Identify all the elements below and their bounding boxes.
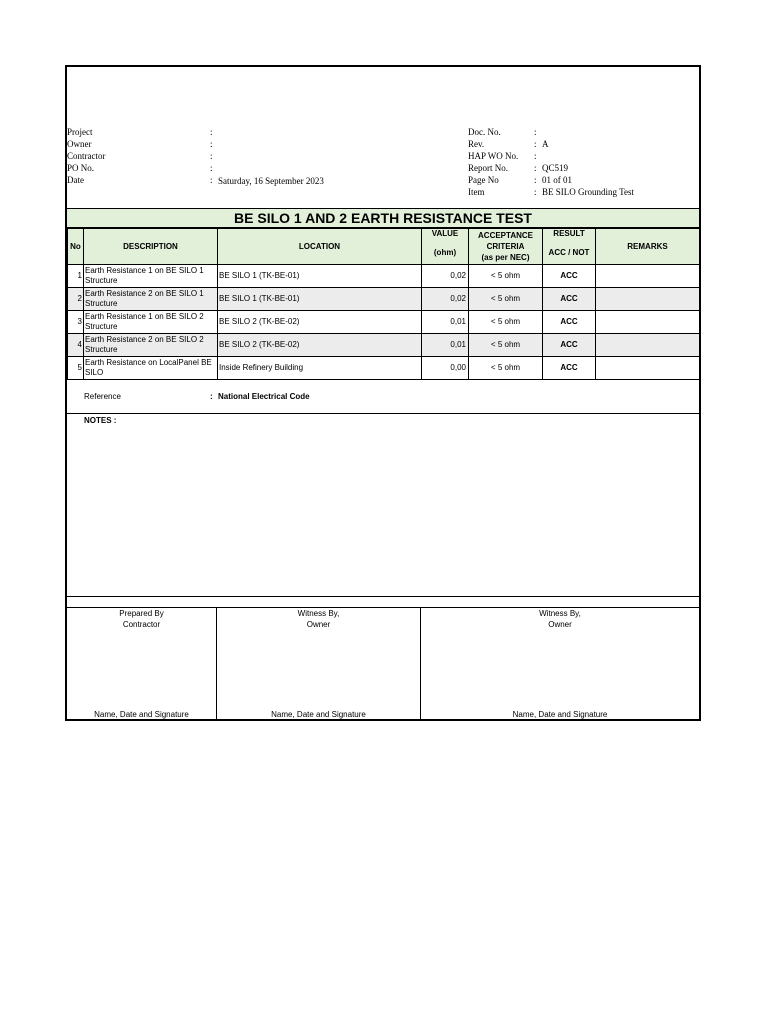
signature-footer: Name, Date and Signature bbox=[94, 710, 189, 719]
cell-result: ACC bbox=[543, 357, 596, 380]
cell-location: BE SILO 2 (TK-BE-02) bbox=[218, 311, 422, 334]
header-colon: : bbox=[210, 151, 213, 161]
signature-footer: Name, Date and Signature bbox=[271, 710, 366, 719]
col-header-criteria-1: ACCEPTANCE bbox=[478, 231, 533, 240]
report-sheet bbox=[65, 65, 701, 721]
col-header-result-top: RESULT bbox=[553, 228, 585, 238]
header-colon: : bbox=[210, 175, 213, 185]
header-label: Item bbox=[468, 187, 485, 197]
cell-result: ACC bbox=[543, 288, 596, 311]
cell-no: 1 bbox=[68, 265, 84, 288]
header-value: A bbox=[542, 139, 549, 149]
cell-description: Earth Resistance on LocalPanel BE SILO bbox=[84, 357, 218, 380]
header-left bbox=[67, 126, 324, 186]
header-colon: : bbox=[210, 139, 213, 149]
col-header-criteria-3: (as per NEC) bbox=[481, 253, 530, 262]
header-value: BE SILO Grounding Test bbox=[542, 187, 634, 197]
header-label: Date bbox=[67, 175, 84, 185]
table-row bbox=[68, 265, 700, 288]
signature-witness-owner-2 bbox=[421, 607, 699, 721]
results-table bbox=[67, 228, 700, 380]
cell-location: BE SILO 2 (TK-BE-02) bbox=[218, 334, 422, 357]
cell-result: ACC bbox=[543, 334, 596, 357]
header-colon: : bbox=[534, 187, 537, 197]
header-row-owner bbox=[67, 138, 324, 150]
header-label: Project bbox=[67, 127, 93, 137]
col-header-criteria bbox=[469, 229, 543, 265]
header-label: Owner bbox=[67, 139, 92, 149]
divider bbox=[67, 596, 699, 597]
header-label: Page No bbox=[468, 175, 499, 185]
col-header-description: DESCRIPTION bbox=[84, 229, 218, 265]
table-header-row bbox=[68, 229, 700, 265]
signature-party: Owner bbox=[306, 620, 331, 629]
col-header-location: LOCATION bbox=[218, 229, 422, 265]
header-colon: : bbox=[534, 139, 537, 149]
header-row-po bbox=[67, 162, 324, 174]
cell-remarks bbox=[596, 288, 700, 311]
header-colon: : bbox=[534, 151, 537, 161]
col-header-value bbox=[422, 229, 469, 265]
header-row-report-no bbox=[468, 162, 634, 174]
cell-value: 0,01 bbox=[422, 334, 469, 357]
col-header-criteria-2: CRITERIA bbox=[486, 242, 525, 251]
cell-remarks bbox=[596, 334, 700, 357]
cell-criteria: < 5 ohm bbox=[469, 357, 543, 380]
header-colon: : bbox=[534, 163, 537, 173]
col-header-result-bottom: ACC / NOT bbox=[548, 247, 590, 257]
cell-description: Earth Resistance 2 on BE SILO 1 Structure bbox=[84, 288, 218, 311]
cell-value: 0,02 bbox=[422, 265, 469, 288]
cell-criteria: < 5 ohm bbox=[469, 288, 543, 311]
cell-value: 0,01 bbox=[422, 311, 469, 334]
cell-criteria: < 5 ohm bbox=[469, 311, 543, 334]
notes-label: NOTES : bbox=[84, 416, 117, 425]
reference-row bbox=[67, 378, 699, 414]
cell-value: 0,02 bbox=[422, 288, 469, 311]
cell-no: 4 bbox=[68, 334, 84, 357]
reference-label: Reference bbox=[84, 392, 121, 401]
table-row bbox=[68, 334, 700, 357]
col-header-remarks: REMARKS bbox=[596, 229, 700, 265]
cell-no: 3 bbox=[68, 311, 84, 334]
cell-remarks bbox=[596, 357, 700, 380]
header-label: Contractor bbox=[67, 151, 106, 161]
table-row bbox=[68, 288, 700, 311]
reference-value: National Electrical Code bbox=[218, 392, 310, 401]
signature-footer: Name, Date and Signature bbox=[512, 710, 608, 719]
header-row-item bbox=[468, 186, 634, 198]
header-label: Rev. bbox=[468, 139, 485, 149]
header-colon: : bbox=[210, 127, 213, 137]
header-value: Saturday, 16 September 2023 bbox=[218, 176, 324, 186]
cell-location: Inside Refinery Building bbox=[218, 357, 422, 380]
signature-role: Witness By, bbox=[539, 609, 581, 618]
header-colon: : bbox=[534, 175, 537, 185]
cell-no: 5 bbox=[68, 357, 84, 380]
header-row-contractor bbox=[67, 150, 324, 162]
cell-criteria: < 5 ohm bbox=[469, 265, 543, 288]
col-header-value-bottom: (ohm) bbox=[433, 247, 457, 257]
cell-result: ACC bbox=[543, 265, 596, 288]
cell-location: BE SILO 1 (TK-BE-01) bbox=[218, 265, 422, 288]
col-header-no: No bbox=[68, 229, 84, 265]
cell-remarks bbox=[596, 265, 700, 288]
header-row-project bbox=[67, 126, 324, 138]
header-label: HAP WO No. bbox=[468, 151, 519, 161]
header-right bbox=[468, 126, 634, 198]
header-row-wo-no bbox=[468, 150, 634, 162]
col-header-result bbox=[543, 229, 596, 265]
cell-no: 2 bbox=[68, 288, 84, 311]
header-row-page-no bbox=[468, 174, 634, 186]
report-title: BE SILO 1 AND 2 EARTH RESISTANCE TEST bbox=[67, 208, 699, 228]
header-value: 01 of 01 bbox=[542, 175, 572, 185]
signature-party: Owner bbox=[548, 620, 572, 629]
cell-description: Earth Resistance 1 on BE SILO 2 Structure bbox=[84, 311, 218, 334]
header-label: Report No. bbox=[468, 163, 508, 173]
signature-prepared-by bbox=[67, 607, 217, 721]
cell-location: BE SILO 1 (TK-BE-01) bbox=[218, 288, 422, 311]
cell-remarks bbox=[596, 311, 700, 334]
signature-role: Prepared By bbox=[119, 609, 164, 618]
reference-colon: : bbox=[210, 392, 213, 401]
col-header-value-top: VALUE bbox=[431, 228, 459, 238]
header-row-rev bbox=[468, 138, 634, 150]
signature-witness-owner-1 bbox=[217, 607, 421, 721]
cell-result: ACC bbox=[543, 311, 596, 334]
cell-criteria: < 5 ohm bbox=[469, 334, 543, 357]
table-row bbox=[68, 311, 700, 334]
header-value: QC519 bbox=[542, 163, 569, 173]
signature-role: Witness By, bbox=[297, 609, 340, 618]
header-colon: : bbox=[210, 163, 213, 173]
header-row-date bbox=[67, 174, 324, 186]
signature-party: Contractor bbox=[122, 620, 161, 629]
cell-description: Earth Resistance 2 on BE SILO 2 Structure bbox=[84, 334, 218, 357]
header-label: Doc. No. bbox=[468, 127, 501, 137]
cell-value: 0,00 bbox=[422, 357, 469, 380]
header-colon: : bbox=[534, 127, 537, 137]
cell-description: Earth Resistance 1 on BE SILO 1 Structure bbox=[84, 265, 218, 288]
header-label: PO No. bbox=[67, 163, 95, 173]
header-row-doc-no bbox=[468, 126, 634, 138]
table-row bbox=[68, 357, 700, 380]
